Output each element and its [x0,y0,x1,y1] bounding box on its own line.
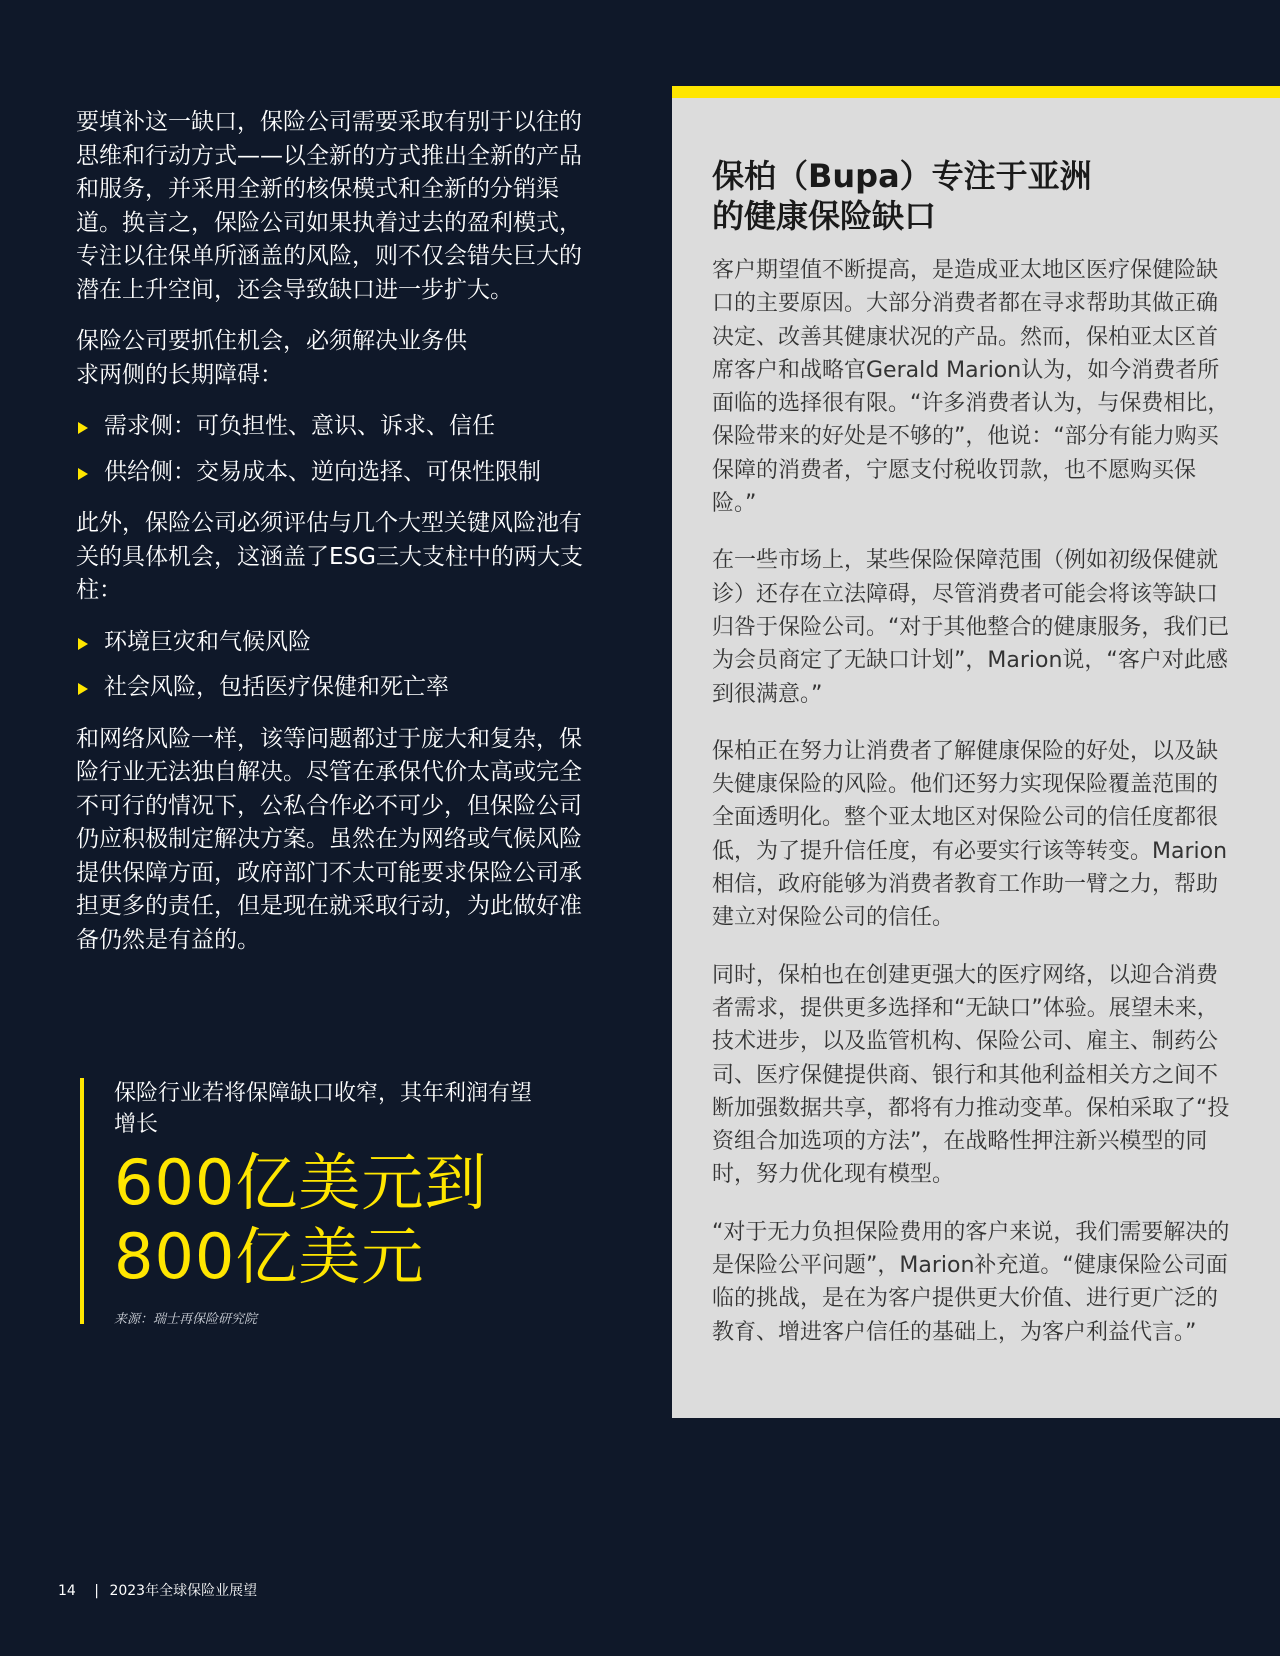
page-footer [58,1580,271,1600]
stat-caption: 保险行业若将保障缺口收窄，其年利润有望增长 [114,1081,533,1137]
bullet-item [76,626,596,660]
page-number: 14 [58,1583,76,1599]
sidebar-paragraph: 保柏正在努力让消费者了解健康保险的好处，以及缺失健康保险的风险。他们还努力实现保险覆盖范围的全面透明化。整个亚太地区对保险公司的信任度都很低，为了提升信任度，有必要实行该等转变。Marion相信，政府能够为消费者教育工作助一臂之力，帮助建立对保险公司的信任。 [712,738,1228,931]
stat-value-line-1: 600亿美元到 [114,1146,488,1219]
bullet-item [76,671,596,705]
stat-value-line-2: 800亿美元 [114,1220,425,1293]
stat-value [114,1146,600,1294]
footer-separator: | [94,1583,99,1599]
bullet-item [76,410,596,444]
body-paragraph: 和网络风险一样，该等问题都过于庞大和复杂，保险行业无法独自解决。尽管在承保代价太高或完全不可行的情况下，公私合作必不可少，但保险公司仍应积极制定解决方案。虽然在为网络或气候风险提供保障方面，政府部门不太可能要求保险公司承担更多的责任，但是现在就采取行动，为此做好准备仍然是有益的。 [76,725,582,953]
bullet-text: 环境巨灾和气候风险 [104,628,311,655]
case-study-sidebar [672,86,1280,1418]
stat-callout [80,1078,600,1327]
bullet-triangle-icon [78,422,88,434]
bullet-triangle-icon [78,638,88,650]
bullet-list-esg [76,626,596,705]
report-title: 2023年全球保险业展望 [109,1583,258,1599]
body-paragraph: 要填补这一缺口，保险公司需要采取有别于以往的思维和行动方式——以全新的方式推出全新的产品和服务，并采用全新的核保模式和全新的分销渠道。换言之，保险公司如果执着过去的盈利模式，专注以往保单所涵盖的风险，则不仅会错失巨大的潜在上升空间，还会导致缺口进一步扩大。 [76,109,582,303]
sidebar-title-line-2: 的健康保险缺口 [712,197,937,235]
sidebar-paragraph: “对于无力负担保险费用的客户来说，我们需要解决的是保险公平问题”，Marion补充道。“健康保险公司面临的挑战，是在为客户提供更大价值、进行更广泛的教育、增进客户信任的基础上，为客户利益代言。” [712,1219,1230,1345]
bullet-triangle-icon [78,468,88,480]
sidebar-paragraph: 同时，保柏也在创建更强大的医疗网络，以迎合消费者需求，提供更多选择和“无缺口”体验。展望未来，技术进步，以及监管机构、保险公司、雇主、制药公司、医疗保健提供商、银行和其他利益相关方之间不断加强数据共享，都将有力推动变革。保柏采取了“投资组合加选项的方法”，在战略性押注新兴模型的同时，努力优化现有模型。 [712,962,1230,1188]
bullet-item [76,456,596,490]
body-paragraph: 保险公司要抓住机会，必须解决业务供求两侧的长期障碍： [76,328,467,388]
bullet-text: 社会风险，包括医疗保健和死亡率 [104,674,449,700]
body-paragraph: 此外，保险公司必须评估与几个大型关键风险池有关的具体机会，这涵盖了ESG三大支柱中的两大支柱： [76,510,583,603]
sidebar-title-line-1: 保柏（Bupa）专注于亚洲 [712,157,1092,195]
sidebar-content [712,156,1232,1373]
stat-source: 来源：瑞士再保险研究院 [114,1312,258,1327]
bullet-triangle-icon [78,683,88,695]
sidebar-paragraph: 在一些市场上，某些保险保障范围（例如初级保健就诊）还存在立法障碍，尽管消费者可能会将该等缺口归咎于保险公司。“对于其他整合的健康服务，我们已为会员商定了无缺口计划”，Marion说，“客户对此感到很满意。” [712,548,1230,707]
sidebar-paragraph: 客户期望值不断提高，是造成亚太地区医疗保健险缺口的主要原因。大部分消费者都在寻求帮助其做正确决定、改善其健康状况的产品。然而，保柏亚太区首席客户和战略官Gerald Marion认为，如今消费者所面临的选择很有限。“许多消费者认为，与保费相比，保险带来的好处是不够的”，他说：“部分有能力购买保障的消费者，宁愿支付税收罚款，也不愿购买保险。” [712,258,1230,517]
bullet-text: 供给侧：交易成本、逆向选择、可保性限制 [104,458,541,485]
main-body [76,106,596,975]
bullet-list-supply-demand [76,410,596,489]
bullet-text: 需求侧：可负担性、意识、诉求、信任 [104,413,495,439]
sidebar-title [712,156,1232,236]
